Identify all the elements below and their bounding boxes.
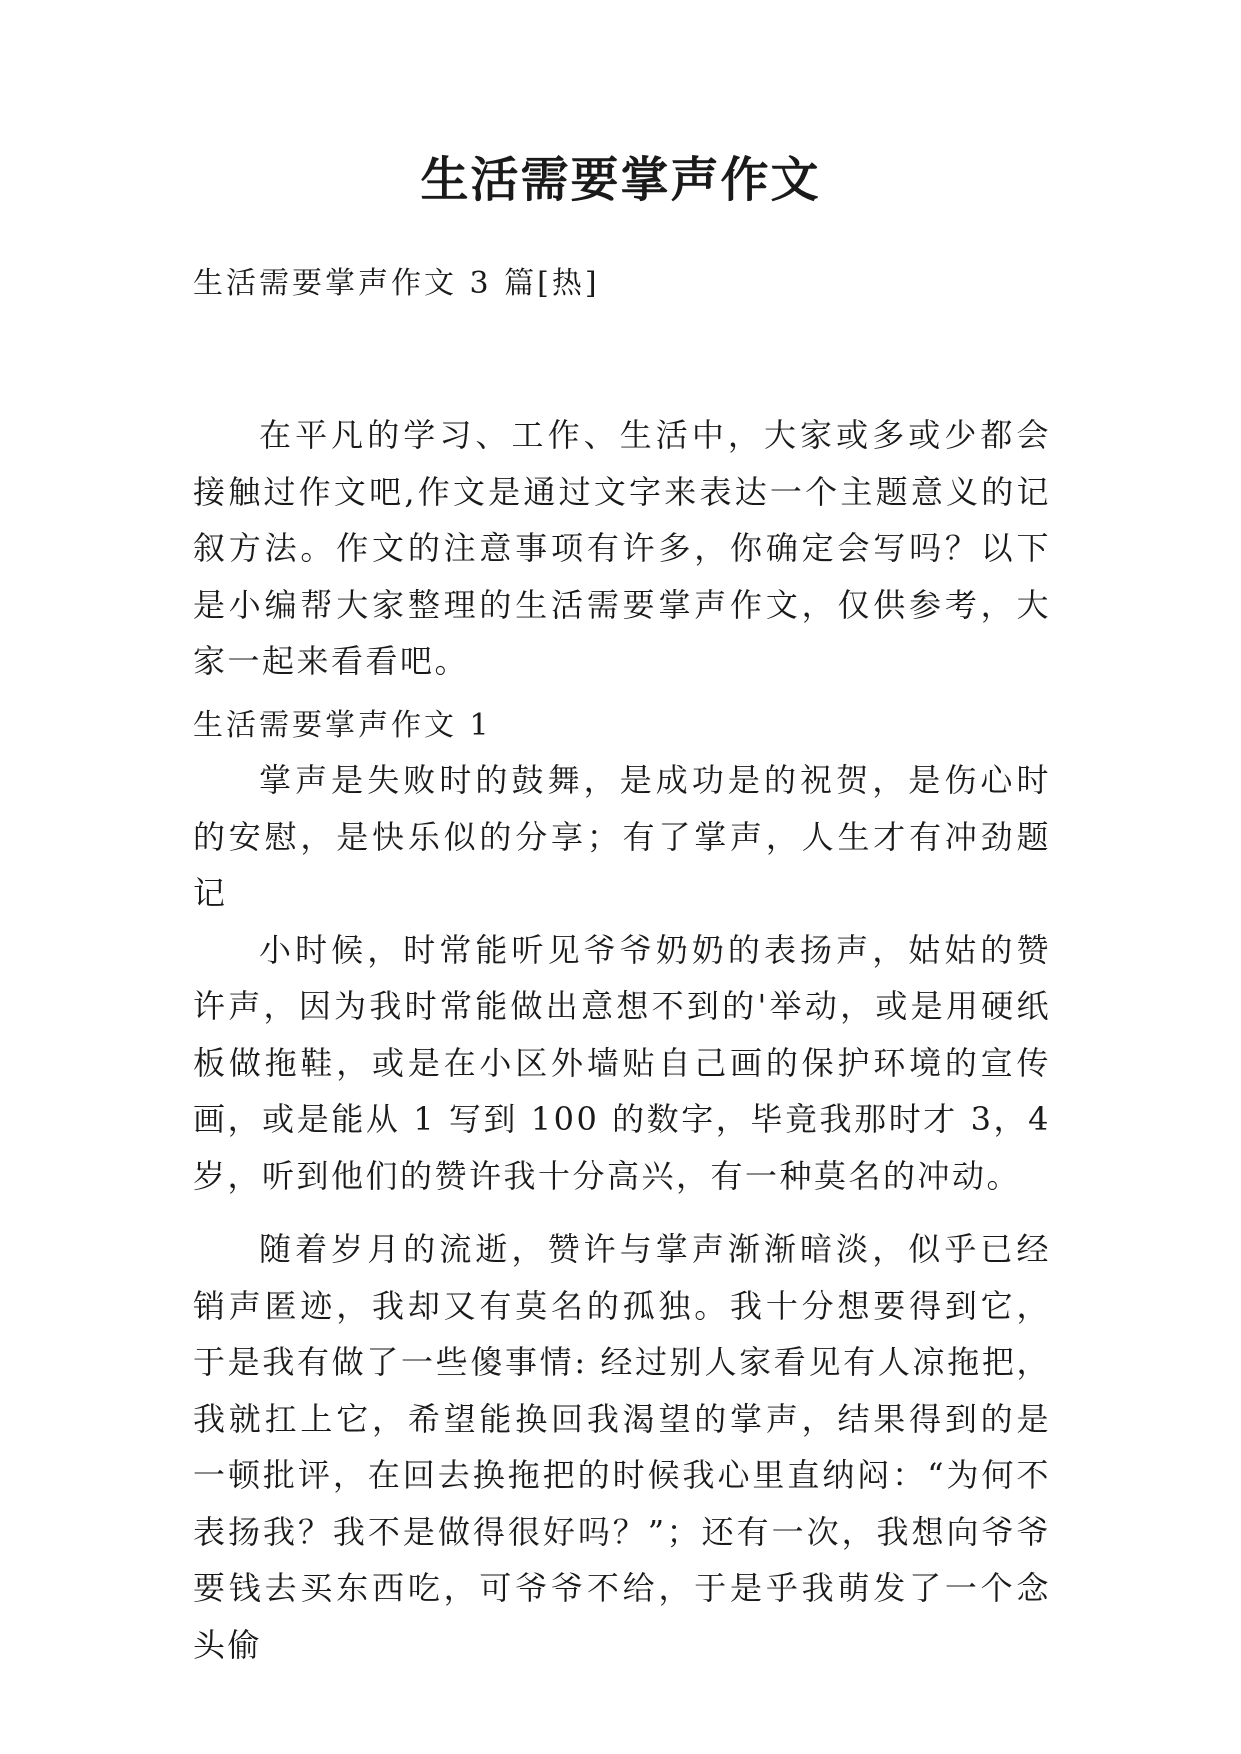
essay-paragraph: 随着岁月的流逝，赞许与掌声渐渐暗淡，似乎已经销声匿迹，我却又有莫名的孤独。我十分想要得到它，于是我有做了一些傻事情: 经过别人家看见有人凉拖把，我就扛上它，希望能换回我渴望的掌声，结果得到的是一顿批评，在回去换拖把的时候我心里直纳闷：“为何不表扬我？我不是做得很好吗？”；还有一次，我想向爷爷要钱去买东西吃，可爷爷不给，于是乎我萌发了一个念头偷 [193, 1230, 1051, 1664]
section-heading: 生活需要掌声作文 1 [193, 708, 492, 743]
essay-paragraph: 掌声是失败时的鼓舞，是成功是的祝贺，是伤心时的安慰，是快乐似的分享；有了掌声，人生才有冲劲题记 [193, 761, 1051, 912]
essay-body [193, 752, 1051, 1673]
essay-paragraph: 小时候，时常能听见爷爷奶奶的表扬声，姑姑的赞许声，因为我时常能做出意想不到的'举动，或是用硬纸板做拖鞋，或是在小区外墙贴自己画的保护环境的宣传画，或是能从 1 写到 100 的数字，毕竟我那时才 3，4 岁，听到他们的赞许我十分高兴，有一种莫名的冲动。 [193, 930, 1051, 1195]
intro-paragraph: 在平凡的学习、工作、生活中，大家或多或少都会接触过作文吧,作文是通过文字来表达一个主题意义的记叙方法。作文的注意事项有许多，你确定会写吗？以下是小编帮大家整理的生活需要掌声作文，仅供参考，大家一起来看看吧。 [193, 416, 1051, 680]
document-title: 生活需要掌声作文 [420, 152, 821, 208]
document-subtitle: 生活需要掌声作文 3 篇[热] [193, 266, 600, 301]
